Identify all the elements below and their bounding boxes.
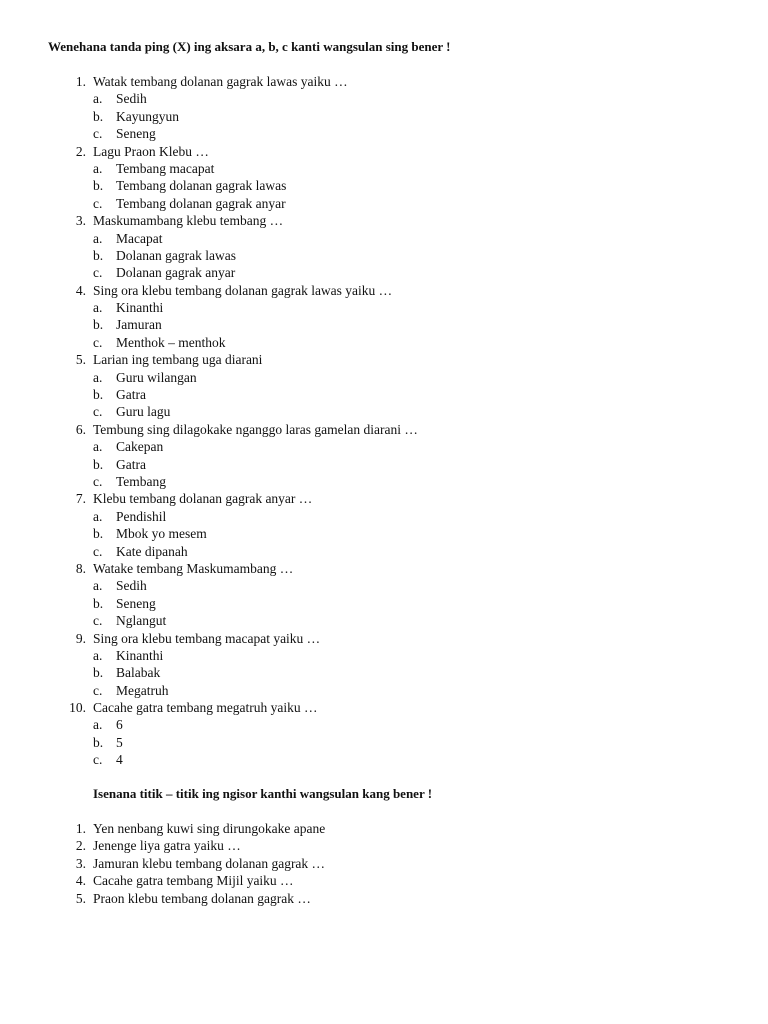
option-letter: c.	[93, 473, 103, 489]
question-number: 4.	[75, 873, 86, 889]
option-text: Tembang dolanan gagrak anyar	[116, 195, 286, 211]
option-item	[0, 195, 768, 212]
option-text: Dolanan gagrak anyar	[116, 265, 236, 281]
question-text: Larian ing tembang uga diarani	[93, 352, 263, 368]
option-text: Dolanan gagrak lawas	[116, 247, 236, 263]
question-text: Watak tembang dolanan gagrak lawas yaiku …	[93, 74, 348, 89]
option-text: Kayungyun	[116, 108, 179, 124]
question-text: Sing ora klebu tembang macapat yaiku …	[93, 630, 321, 646]
question-text: Cacahe gatra tembang Mijil yaiku …	[93, 873, 294, 889]
option-text: Gatra	[116, 387, 146, 403]
option-letter: b.	[93, 178, 104, 194]
question-text: Watake tembang Maskumambang …	[93, 560, 294, 576]
option-text: 6	[116, 717, 123, 733]
option-letter: a.	[93, 91, 103, 107]
option-letter: c.	[93, 195, 103, 211]
question-number: 10.	[69, 700, 86, 716]
option-text: 5	[116, 734, 123, 750]
option-letter: c.	[93, 682, 103, 698]
option-letter: a.	[93, 647, 103, 663]
question-number: 5.	[75, 352, 86, 368]
option-item	[0, 664, 768, 681]
option-text: Sedih	[116, 91, 147, 107]
option-letter: b.	[93, 734, 104, 750]
question-text: Lagu Praon Klebu …	[93, 143, 209, 159]
option-letter: a.	[93, 439, 103, 455]
question-text: Praon klebu tembang dolanan gagrak …	[93, 890, 311, 906]
option-letter: c.	[93, 334, 103, 350]
option-letter: b.	[93, 456, 104, 472]
option-item	[0, 438, 768, 455]
option-letter: a.	[93, 160, 103, 176]
option-text: Nglangut	[116, 613, 167, 629]
fill-in-item	[0, 855, 768, 872]
question-text: Klebu tembang dolanan gagrak anyar …	[93, 491, 313, 507]
option-item	[0, 264, 768, 281]
fill-in-item	[0, 890, 768, 907]
option-item	[0, 386, 768, 403]
option-item	[0, 716, 768, 733]
option-item	[0, 734, 768, 751]
option-letter: a.	[93, 369, 103, 385]
option-letter: b.	[93, 665, 104, 681]
option-text: Cakepan	[116, 439, 164, 455]
section1-instruction: Wenehana tanda ping (X) ing aksara a, b, c kanti wangsulan sing bener !	[48, 39, 451, 54]
question-number: 2.	[75, 143, 86, 159]
question-number: 1.	[75, 821, 86, 836]
section2-instruction: Isenana titik – titik ing ngisor kanthi wangsulan kang bener !	[93, 786, 433, 801]
option-item	[0, 90, 768, 107]
option-text: Mbok yo mesem	[116, 526, 207, 542]
option-text: Guru lagu	[116, 404, 171, 420]
option-item	[0, 125, 768, 142]
question-item	[0, 560, 768, 577]
question-item	[0, 699, 768, 716]
question-number: 7.	[75, 491, 86, 507]
question-number: 9.	[75, 630, 86, 646]
option-text: Kinanthi	[116, 300, 164, 316]
option-item	[0, 316, 768, 333]
option-text: Macapat	[116, 230, 163, 246]
question-text: Sing ora klebu tembang dolanan gagrak lawas yaiku …	[93, 282, 393, 298]
option-item	[0, 369, 768, 386]
fill-in-item	[0, 872, 768, 889]
option-letter: c.	[93, 404, 103, 420]
option-letter: c.	[93, 126, 103, 142]
option-text: Guru wilangan	[116, 369, 197, 385]
option-item	[0, 473, 768, 490]
option-item	[0, 612, 768, 629]
option-letter: a.	[93, 717, 103, 733]
option-letter: c.	[93, 265, 103, 281]
option-letter: a.	[93, 578, 103, 594]
option-text: Megatruh	[116, 682, 169, 698]
option-item	[0, 577, 768, 594]
option-letter: c.	[93, 752, 103, 768]
question-number: 1.	[75, 74, 86, 89]
option-item	[0, 108, 768, 125]
question-number: 3.	[75, 855, 86, 871]
option-letter: b.	[93, 526, 104, 542]
question-item	[0, 282, 768, 299]
option-text: Tembang dolanan gagrak lawas	[116, 178, 287, 194]
option-letter: b.	[93, 108, 104, 124]
option-item	[0, 177, 768, 194]
question-text: Yen nenbang kuwi sing dirungokake apane	[93, 821, 326, 836]
option-text: Kate dipanah	[116, 543, 188, 559]
option-text: Sedih	[116, 578, 147, 594]
option-item	[0, 456, 768, 473]
option-item	[0, 595, 768, 612]
option-text: Jamuran	[116, 317, 162, 333]
question-text: Maskumambang klebu tembang …	[93, 213, 284, 229]
question-number: 8.	[75, 560, 86, 576]
fill-in-list	[0, 820, 768, 907]
option-item	[0, 543, 768, 560]
option-item	[0, 508, 768, 525]
fill-in-item	[0, 837, 768, 854]
option-letter: b.	[93, 317, 104, 333]
option-letter: a.	[93, 230, 103, 246]
option-item	[0, 230, 768, 247]
option-item	[0, 334, 768, 351]
option-text: Balabak	[116, 665, 161, 681]
option-letter: a.	[93, 508, 103, 524]
option-item	[0, 299, 768, 316]
option-item	[0, 160, 768, 177]
option-item	[0, 682, 768, 699]
option-item	[0, 525, 768, 542]
question-text: Cacahe gatra tembang megatruh yaiku …	[93, 700, 318, 716]
option-letter: c.	[93, 543, 103, 559]
option-text: Tembang macapat	[116, 160, 215, 176]
question-text: Tembung sing dilagokake nganggo laras gamelan diarani …	[93, 421, 418, 437]
question-number: 3.	[75, 213, 86, 229]
question-number: 6.	[75, 421, 86, 437]
option-text: Gatra	[116, 456, 146, 472]
option-text: Tembang	[116, 473, 167, 489]
option-letter: b.	[93, 595, 104, 611]
option-text: Seneng	[116, 126, 156, 142]
question-item	[0, 351, 768, 368]
option-letter: b.	[93, 247, 104, 263]
question-item	[0, 490, 768, 507]
option-item	[0, 403, 768, 420]
option-text: Menthok – menthok	[116, 334, 226, 350]
question-item	[0, 212, 768, 229]
option-letter: a.	[93, 300, 103, 316]
option-item	[0, 247, 768, 264]
question-item	[0, 630, 768, 647]
question-text: Jenenge liya gatra yaiku …	[93, 838, 241, 854]
option-letter: b.	[93, 387, 104, 403]
option-item	[0, 647, 768, 664]
option-letter: c.	[93, 613, 103, 629]
option-text: Pendishil	[116, 508, 167, 524]
option-text: Seneng	[116, 595, 156, 611]
option-item	[0, 751, 768, 768]
option-text: Kinanthi	[116, 647, 164, 663]
question-number: 2.	[75, 838, 86, 854]
question-text: Jamuran klebu tembang dolanan gagrak …	[93, 855, 326, 871]
option-text: 4	[116, 752, 123, 768]
question-number: 5.	[75, 890, 86, 906]
question-item	[0, 421, 768, 438]
fill-in-item	[0, 820, 768, 837]
question-number: 4.	[75, 282, 86, 298]
multiple-choice-list	[0, 73, 768, 769]
question-item	[0, 143, 768, 160]
question-item	[0, 73, 768, 90]
